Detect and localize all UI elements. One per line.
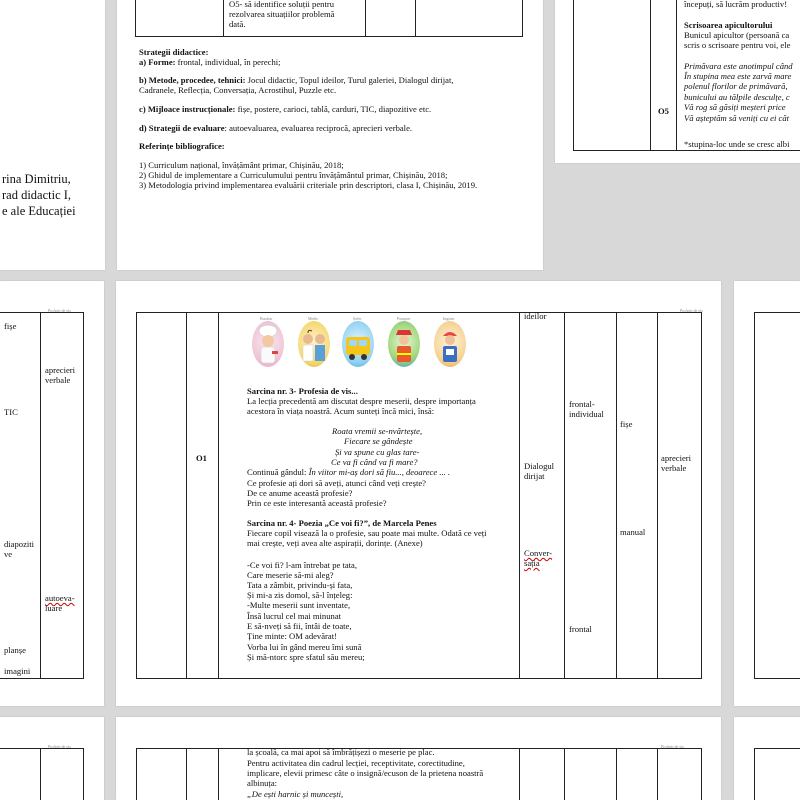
table-col-line [186, 312, 187, 679]
eval-verbale: verbale [45, 375, 71, 385]
evaluare-line [139, 123, 412, 133]
eval-aprecieri: aprecieri [45, 365, 76, 375]
resource-fise: fișe [620, 419, 633, 429]
question-line: De ce anume această profesie? [247, 488, 353, 498]
poem2-line: -Multe meserii sunt inventate, [247, 600, 351, 610]
eval-aprecieri: aprecieri [661, 453, 692, 463]
firefighter-illustration [388, 321, 420, 367]
driver-illustration [342, 321, 374, 367]
poem2-line: Și mă-ntorc spre sfatul său mereu; [247, 652, 365, 662]
poem-line: Fiecare se gândește [344, 436, 413, 446]
table-col-line [519, 748, 520, 800]
poem-line: Și va spune cu glas tare- [335, 447, 420, 457]
form-frontal: frontal [569, 624, 592, 634]
metode-text: Jocul didactic, Topul ideilor, Turul galeriei, Dialogul dirijat, [245, 75, 454, 85]
poem2-line: Vorba lui în gând mereu îmi sună [247, 642, 362, 652]
ref-title: Referințe bibliografice: [139, 141, 225, 151]
page-6 [0, 717, 104, 800]
cell-line: rezolvarea situațiilor problemă [229, 9, 335, 19]
chef-illustration [252, 321, 284, 367]
table-col-line [218, 748, 219, 800]
table-col-line [218, 312, 219, 679]
prof-label: Pompier [397, 316, 411, 321]
table-col-line [223, 0, 224, 37]
body-line: la școală, ca mai apoi să îmbrățișezi o meserie pe plac. [247, 747, 435, 757]
poem2-line: Și mi-a zis domol, să-l înțeleg: [247, 590, 353, 600]
method-ideilor: ideilor [524, 311, 547, 321]
method-dialog-2: dirijat [524, 471, 545, 481]
poem2-line: Care meserie să-mi aleg? [247, 570, 334, 580]
note-line: *stupina-loc unde se cresc albi [684, 139, 790, 149]
task-4-title: Sarcina nr. 4- Poezia „Ce voi fi?”, de Marcela Penes [247, 518, 437, 528]
prof-label: Bucătar [260, 316, 273, 321]
page-header: Profesii de vis [48, 308, 71, 313]
ref-1: 1) Curriculum național, învățământ primar, Chișinău, 2018; [139, 160, 344, 170]
eval-verbale: verbale [661, 463, 687, 473]
mijloace-label: c) Mijloace instrucționale: [139, 104, 236, 114]
page-0 [0, 0, 105, 270]
table-frame [754, 748, 800, 800]
objective-code: O5 [658, 106, 669, 116]
letter-italic: polenul florilor de primăvară, [684, 81, 788, 91]
page-8 [734, 717, 800, 800]
eval-autoevaluare: autoeva- [45, 593, 75, 603]
page-5 [734, 281, 800, 706]
page-4 [116, 281, 721, 706]
ref-2: 2) Ghidul de implementare a Curriculumului pentru învățământul primar, Chișinău, 2018; [139, 170, 448, 180]
mijloace-text: fișe, postere, carioci, tablă, carduri, TIC, diapozitive etc. [235, 104, 432, 114]
page-2 [555, 0, 800, 163]
table-frame [754, 312, 800, 679]
poem2-line: E să-nveți să fii, întâi de toate, [247, 621, 352, 631]
engineer-illustration [434, 321, 466, 367]
resource-fise: fișe [4, 321, 17, 331]
prof-label: Medic [308, 316, 319, 321]
top-line: începuți, să lucrăm productiv! [684, 0, 788, 9]
body-line: albinuța: [247, 778, 278, 788]
table-col-line [657, 312, 658, 679]
letter-italic: Primăvara este anotimpul când [684, 61, 793, 71]
page-header: Profesii de vis [48, 744, 71, 749]
metode-label: b) Metode, procedee, tehnici: [139, 75, 246, 85]
mijloace-line [139, 104, 431, 114]
letter-line: Bunicul apicultor (persoană ca [684, 30, 790, 40]
poem-line: Ce va fi când va fi mare? [331, 457, 418, 467]
table-col-line [564, 748, 565, 800]
table-col-line [650, 0, 651, 151]
resource-diapozitive: diapoziti [4, 539, 35, 549]
method-conversatia: Conver- [524, 548, 552, 558]
evaluare-label: d) Strategii de evaluare [139, 123, 225, 133]
metode-line [139, 75, 454, 85]
letter-italic: Vă rog să găsiți meșteri price [684, 102, 786, 112]
poem2-line: Tata a zâmbit, privindu-și fata, [247, 580, 353, 590]
prof-label: Șofer [353, 316, 362, 321]
letter-heading: Scrisoarea apicultorului [684, 20, 773, 30]
body-italic: „De ești harnic și muncești, [247, 789, 344, 799]
evaluare-text: : autoevaluarea, evaluarea reciprocă, aprecieri verbale. [224, 123, 413, 133]
table-frame [136, 312, 702, 679]
resource-imagini: imagini [4, 666, 31, 676]
task-3-line: La lecția precedentă am discutat despre meserii, despre importanța [247, 396, 476, 406]
page-3 [0, 281, 104, 706]
table-col-line [415, 0, 416, 37]
table-col-line [564, 312, 565, 679]
resource-manual: manual [620, 527, 646, 537]
cell-line: dată. [229, 19, 246, 29]
resource-planse: planșe [4, 645, 26, 655]
question-line: Ce profesie ați dori să aveți, atunci când veți crește? [247, 478, 426, 488]
prof-label: Inginer [443, 316, 455, 321]
letter-line: scris o scrisoare pentru voi, ele [684, 40, 791, 50]
continue-line [247, 467, 450, 477]
method-conversatia-2: sația [524, 558, 540, 568]
letter-italic: În stupina mea este zarvă mare [684, 71, 792, 81]
task-3-line: acestora în viața noastră. Acum sunteți încă mici, însă: [247, 406, 435, 416]
table-col-line [40, 748, 41, 800]
table-col-line [365, 0, 366, 37]
table-col-line [616, 748, 617, 800]
form-frontal-individual-2: individual [569, 409, 604, 419]
question-line: Prin ce este interesantă această profesie? [247, 498, 387, 508]
task-4-line: mai crește, veți avea alte aspirații, dorințe. (Anexe) [247, 538, 423, 548]
table-col-line [519, 312, 520, 679]
body-line: implicare, elevii primesc câte o insignă/ecuson de la prietena noastră [247, 768, 484, 778]
page-7 [116, 717, 721, 800]
page-header: Profesii de vis [661, 744, 684, 749]
strategii-title: Strategii didactice: [139, 47, 209, 57]
author-line-1: rina Dimitriu, [2, 172, 71, 186]
page-header: Profesii de vis [680, 308, 703, 313]
body-line: Pentru activitatea din cadrul lecției, receptivitate, corectitudine, [247, 758, 465, 768]
eval-luare: luare [45, 603, 63, 613]
table-col-line [676, 0, 677, 151]
poem2-line: Însă lucrul cel mai minunat [247, 611, 342, 621]
table-col-line [40, 312, 41, 679]
forme-line [139, 57, 281, 67]
author-line-2: rad didactic I, [2, 188, 72, 202]
letter-italic: bunicului au tălpile desculțe, c [684, 92, 790, 102]
task-4-line: Fiecare copil visează la o profesie, sau poate mai multe. Odată ce veți [247, 528, 487, 538]
objective-code: O1 [196, 453, 207, 463]
table-col-line [616, 312, 617, 679]
method-dialog: Dialogul [524, 461, 555, 471]
table-col-line [657, 748, 658, 800]
medic-illustration [298, 321, 330, 367]
continue-text: În viitor mi-aș dori să fiu..., deoarece ... . [308, 467, 451, 477]
table-col-line [186, 748, 187, 800]
author-line-3: e ale Educației [2, 204, 76, 218]
metode-line-2: Cadranele, Reflecția, Conversația, Acrostihul, Puzzle etc. [139, 85, 337, 95]
form-frontal-individual: frontal- [569, 399, 595, 409]
continue-label: Continuă gândul: [247, 467, 309, 477]
forme-label: a) Forme: [139, 57, 176, 67]
ref-3: 3) Metodologia privind implementarea evaluării criteriale prin descriptori, clasa I, Chișinău, 2019. [139, 180, 478, 190]
resource-tic: TIC [4, 407, 18, 417]
cell-line: O5- să identifice soluții pentru [229, 0, 335, 9]
letter-italic: Vă așteptăm să veniți cu ei căt [684, 113, 790, 123]
poem2-line: -Ce voi fi? l-am întrebat pe tata, [247, 560, 358, 570]
task-3-title: Sarcina nr. 3- Profesia de vis... [247, 386, 358, 396]
page-1 [117, 0, 543, 270]
table-frame [0, 748, 84, 800]
poem-line: Roata vremii se-nvârtește, [332, 426, 423, 436]
poem2-line: Ține minte: OM adevărat! [247, 631, 337, 641]
forme-text: frontal, individual, în perechi; [175, 57, 281, 67]
resource-diapozitive-2: ve [4, 549, 13, 559]
